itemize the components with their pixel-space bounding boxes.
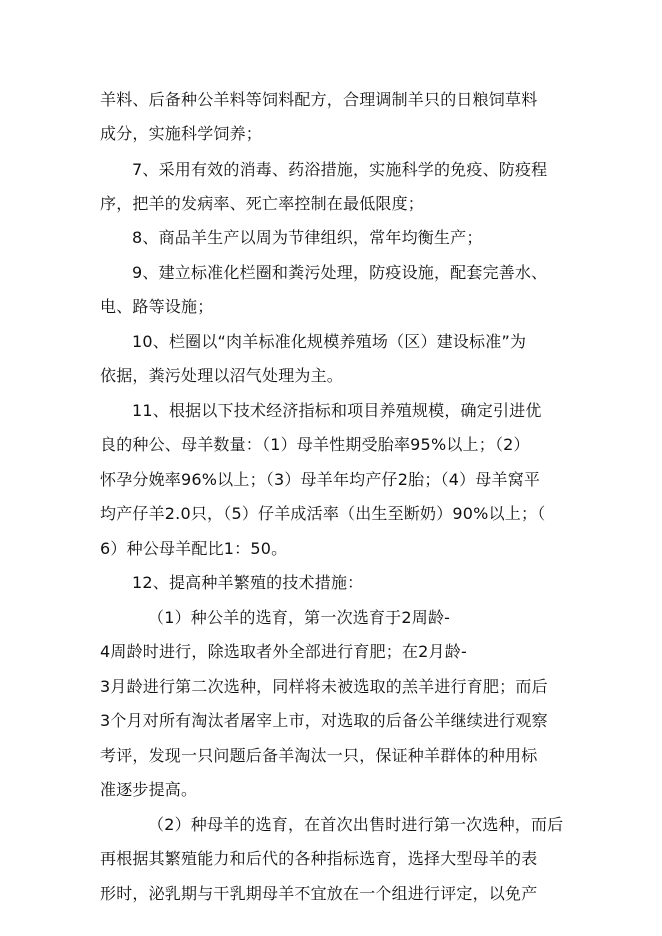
text-line: 准逐步提高。 (100, 780, 198, 799)
text-line: 9、建立标准化栏圈和粪污处理，防疫设施，配套完善水、 (132, 263, 548, 282)
text-line: 均产仔羊2.0只，（5）仔羊成活率（出生至断奶）90%以上；（ (100, 504, 546, 523)
text-line: 4周龄时进行，除选取者外全部进行育肥；在2月龄- (100, 642, 467, 661)
text-line: 再根据其繁殖能力和后代的各种指标选育，选择大型母羊的表 (100, 849, 538, 868)
text-line: 电、路等设施； (100, 297, 214, 316)
text-line: 8、商品羊生产以周为节律组织，常年均衡生产； (132, 228, 483, 247)
text-line: 3月龄进行第二次选种，同样将未被选取的羔羊进行育肥；而后 (100, 677, 548, 696)
text-line: （1）种公羊的选育，第一次选育于2周龄- (148, 608, 451, 627)
text-line: 成分，实施科学饲养； (100, 124, 263, 143)
text-line: 6）种公母羊配比1：50。 (100, 539, 288, 558)
text-line: 依据，粪污处理以沼气处理为主。 (100, 366, 344, 385)
text-line: 12、提高种羊繁殖的技术措施： (132, 573, 364, 592)
text-line: 怀孕分娩率96%以上；（3）母羊年均产仔2胎；（4）母羊窝平 (100, 470, 541, 489)
text-line: 羊料、后备种公羊料等饲料配方，合理调制羊只的日粮饲草料 (100, 90, 538, 109)
text-line: 10、栏圈以“肉羊标准化规模养殖场（区）建设标准”为 (132, 332, 527, 351)
text-line: 形时，泌乳期与干乳期母羊不宜放在一个组进行评定，以免产 (100, 884, 538, 903)
text-line: 良的种公、母羊数量：（1）母羊性期受胎率95%以上；（2） (100, 435, 530, 454)
text-line: 考评，发现一只问题后备羊淘汰一只，保证种羊群体的种用标 (100, 746, 538, 765)
text-line: 3个月对所有淘汰者屠宰上市，对选取的后备公羊继续进行观察 (100, 711, 548, 730)
text-line: 序，把羊的发病率、死亡率控制在最低限度； (100, 194, 425, 213)
text-line: 11、根据以下技术经济指标和项目养殖规模，确定引进优 (132, 401, 542, 420)
text-line: （2）种母羊的选育，在首次出售时进行第一次选种，而后 (148, 815, 564, 834)
text-line: 7、采用有效的消毒、药浴措施，实施科学的免疫、防疫程 (132, 160, 548, 179)
